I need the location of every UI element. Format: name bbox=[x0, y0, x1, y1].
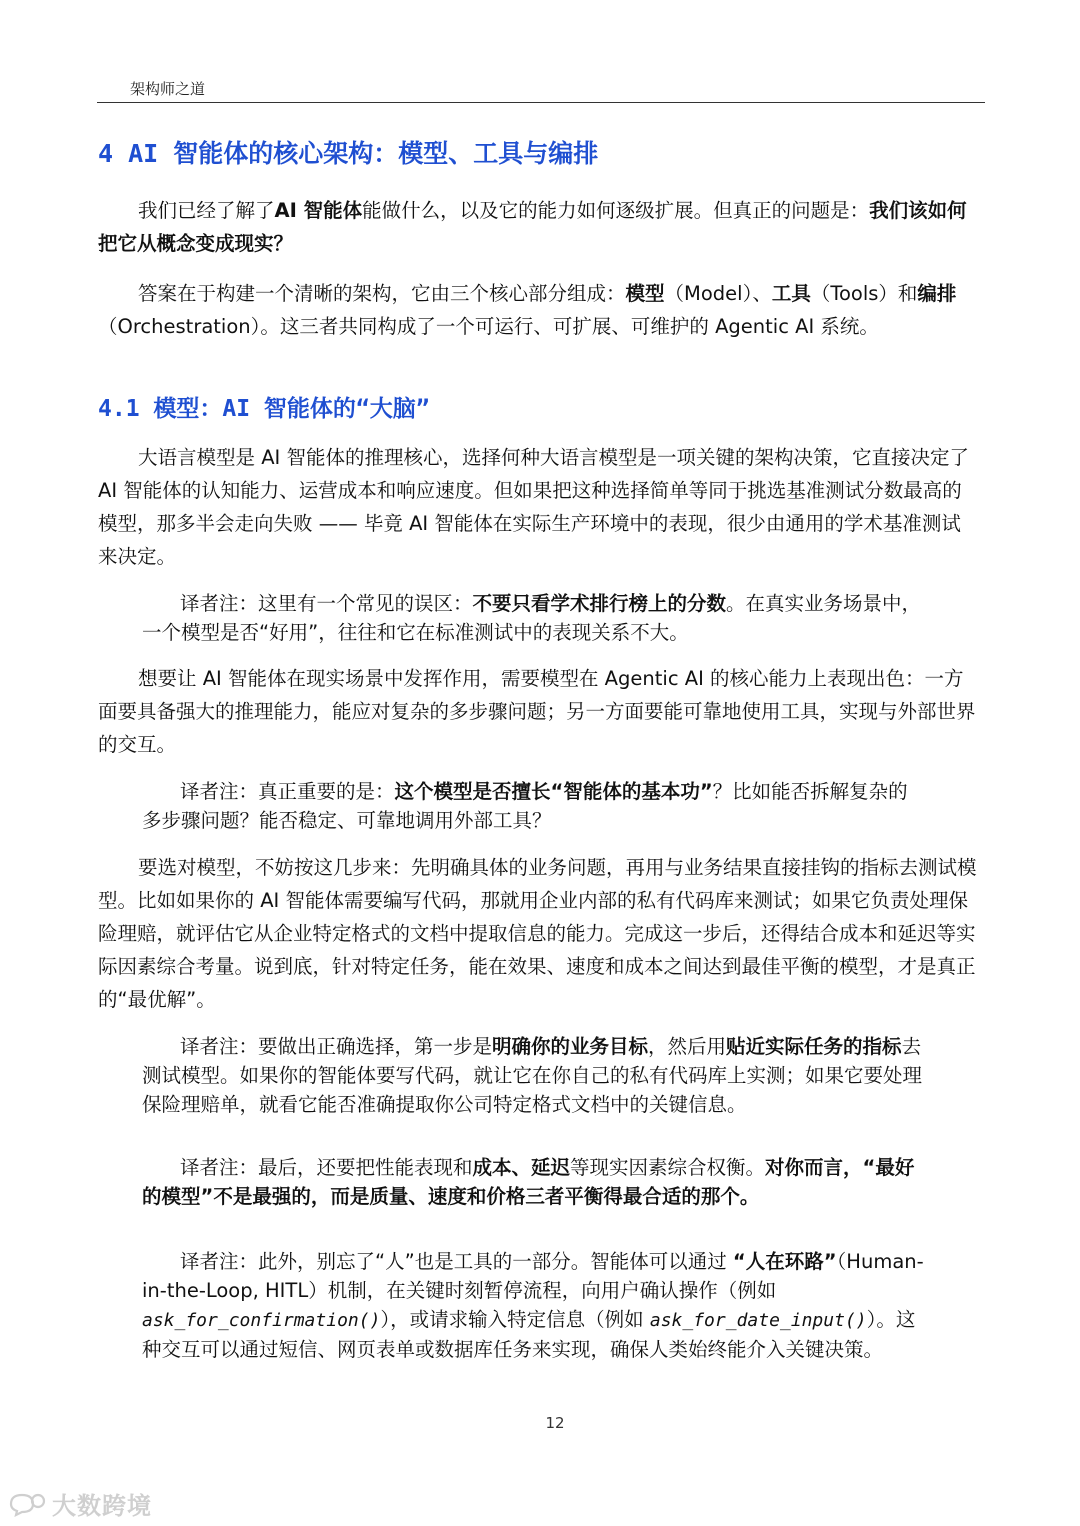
note5-text-1: 译者注：此外，别忘了“人”也是工具的一部分。智能体可以通过 bbox=[180, 1250, 733, 1273]
capability-paragraph bbox=[98, 662, 978, 761]
intro-bold-2: 我们该如何把它从概念变成现实？ bbox=[98, 199, 967, 255]
architecture-paragraph bbox=[98, 277, 978, 343]
note2-text-1: 译者注：真正重要的是： bbox=[180, 780, 395, 803]
note4-text-2: 等现实因素综合权衡。 bbox=[570, 1156, 766, 1179]
arch-text-4: （Orchestration）。这三者共同构成了一个可运行、可扩展、可维护的 Agentic AI 系统。 bbox=[98, 315, 879, 338]
arch-text-1: 答案在于构建一个清晰的架构，它由三个核心部分组成： bbox=[138, 282, 626, 305]
translator-note-1 bbox=[142, 589, 927, 647]
selection-paragraph bbox=[98, 851, 978, 1016]
confirmation-function: ask_for_confirmation() bbox=[142, 1310, 381, 1331]
intro-paragraph bbox=[98, 194, 978, 260]
note3-bold-2: 贴近实际任务的指标 bbox=[726, 1035, 902, 1058]
model-text: 大语言模型是 AI 智能体的推理核心，选择何种大语言模型是一项关键的架构决策，它直接决定了 AI 智能体的认知能力、运营成本和响应速度。但如果把这种选择简单等同于挑选基准测试分数最高的模型，那多半会走向失败 —— 毕竟 AI 智能体在实际生产环境中的表现，很少由通用的学术基准测试来决定。 bbox=[98, 446, 969, 568]
translator-note-5 bbox=[142, 1247, 927, 1364]
note3-text-3: 去测试模型。如果你的智能体要写代码，就让它在你自己的私有代码库上实测；如果它要处理保险理赔单，就看它能否准确提取你公司特定格式文档中的关键信息。 bbox=[142, 1035, 923, 1116]
chat-bubble-logo-icon bbox=[8, 1491, 48, 1517]
date-input-function: ask_for_date_input() bbox=[649, 1310, 867, 1331]
arch-bold-tools: 工具 bbox=[771, 282, 811, 305]
note5-bold: “人在环路” bbox=[732, 1250, 837, 1273]
page-header: 架构师之道 bbox=[130, 80, 206, 98]
arch-bold-orchestration: 编排 bbox=[917, 282, 957, 305]
watermark-text: 大数跨境 bbox=[52, 1492, 152, 1520]
note1-text-2: 。在真实业务场景中，一个模型是否“好用”，往往和它在标准测试中的表现关系不大。 bbox=[142, 592, 922, 644]
note4-bold-2: 对你而言，“最好的模型”不是最强的，而是质量、速度和价格三者平衡得最合适的那个。 bbox=[142, 1156, 915, 1208]
note5-text-3: ），或请求输入特定信息（例如 bbox=[380, 1308, 650, 1331]
selection-text: 要选对模型，不妨按这几步来：先明确具体的业务问题，再用与业务结果直接挂钩的指标去测试模型。比如如果你的 AI 智能体需要编写代码，那就用企业内部的私有代码库来测试；如果它负责处理保险理赔，就评估它从企业特定格式的文档中提取信息的能力。完成这一步后，还得结合成本和延迟等实际因素综合考量。说到底，针对特定任务，能在效果、速度和成本之间达到最佳平衡的模型，才是真正的“最优解”。 bbox=[98, 856, 977, 1011]
intro-bold-1: AI 智能体 bbox=[274, 199, 363, 222]
note1-text-1: 译者注：这里有一个常见的误区： bbox=[180, 592, 473, 615]
note3-text-2: ，然后用 bbox=[648, 1035, 727, 1058]
note3-text-1: 译者注：要做出正确选择，第一步是 bbox=[180, 1035, 493, 1058]
translator-note-4 bbox=[142, 1153, 927, 1211]
note2-bold: 这个模型是否擅长“智能体的基本功” bbox=[394, 780, 713, 803]
header-rule bbox=[97, 102, 985, 103]
model-paragraph bbox=[98, 441, 978, 573]
arch-bold-model: 模型 bbox=[625, 282, 665, 305]
section-heading: 4 AI 智能体的核心架构：模型、工具与编排 bbox=[98, 139, 599, 168]
note5-text-4: ）。这种交互可以通过短信、网页表单或数据库任务来实现，确保人类始终能介入关键决策。 bbox=[142, 1308, 916, 1361]
note4-text-1: 译者注：最后，还要把性能表现和 bbox=[180, 1156, 473, 1179]
arch-text-3: （Tools）和 bbox=[810, 282, 918, 305]
arch-text-2: （Model）、 bbox=[664, 282, 772, 305]
intro-text-1: 我们已经了解了 bbox=[138, 199, 275, 222]
note5-text-2: （Human-in-the-Loop, HITL）机制，在关键时刻暂停流程，向用户确认操作（例如 bbox=[142, 1250, 924, 1302]
subsection-heading: 4.1 模型：AI 智能体的“大脑” bbox=[98, 396, 430, 422]
note3-bold-1: 明确你的业务目标 bbox=[492, 1035, 649, 1058]
translator-note-3 bbox=[142, 1032, 927, 1119]
note4-bold-1: 成本、延迟 bbox=[472, 1156, 571, 1179]
capability-text: 想要让 AI 智能体在现实场景中发挥作用，需要模型在 Agentic AI 的核心能力上表现出色：一方面要具备强大的推理能力，能应对复杂的多步骤问题；另一方面要能可靠地使用工具，实现与外部世界的交互。 bbox=[98, 667, 976, 756]
note1-bold: 不要只看学术排行榜上的分数 bbox=[472, 592, 727, 615]
watermark bbox=[8, 1486, 152, 1521]
translator-note-2 bbox=[142, 777, 927, 835]
note2-text-2: ？比如能否拆解复杂的多步骤问题？能否稳定、可靠地调用外部工具？ bbox=[142, 780, 908, 832]
intro-text-2: 能做什么，以及它的能力如何逐级扩展。但真正的问题是： bbox=[362, 199, 870, 222]
page-number: 12 bbox=[545, 1414, 565, 1432]
